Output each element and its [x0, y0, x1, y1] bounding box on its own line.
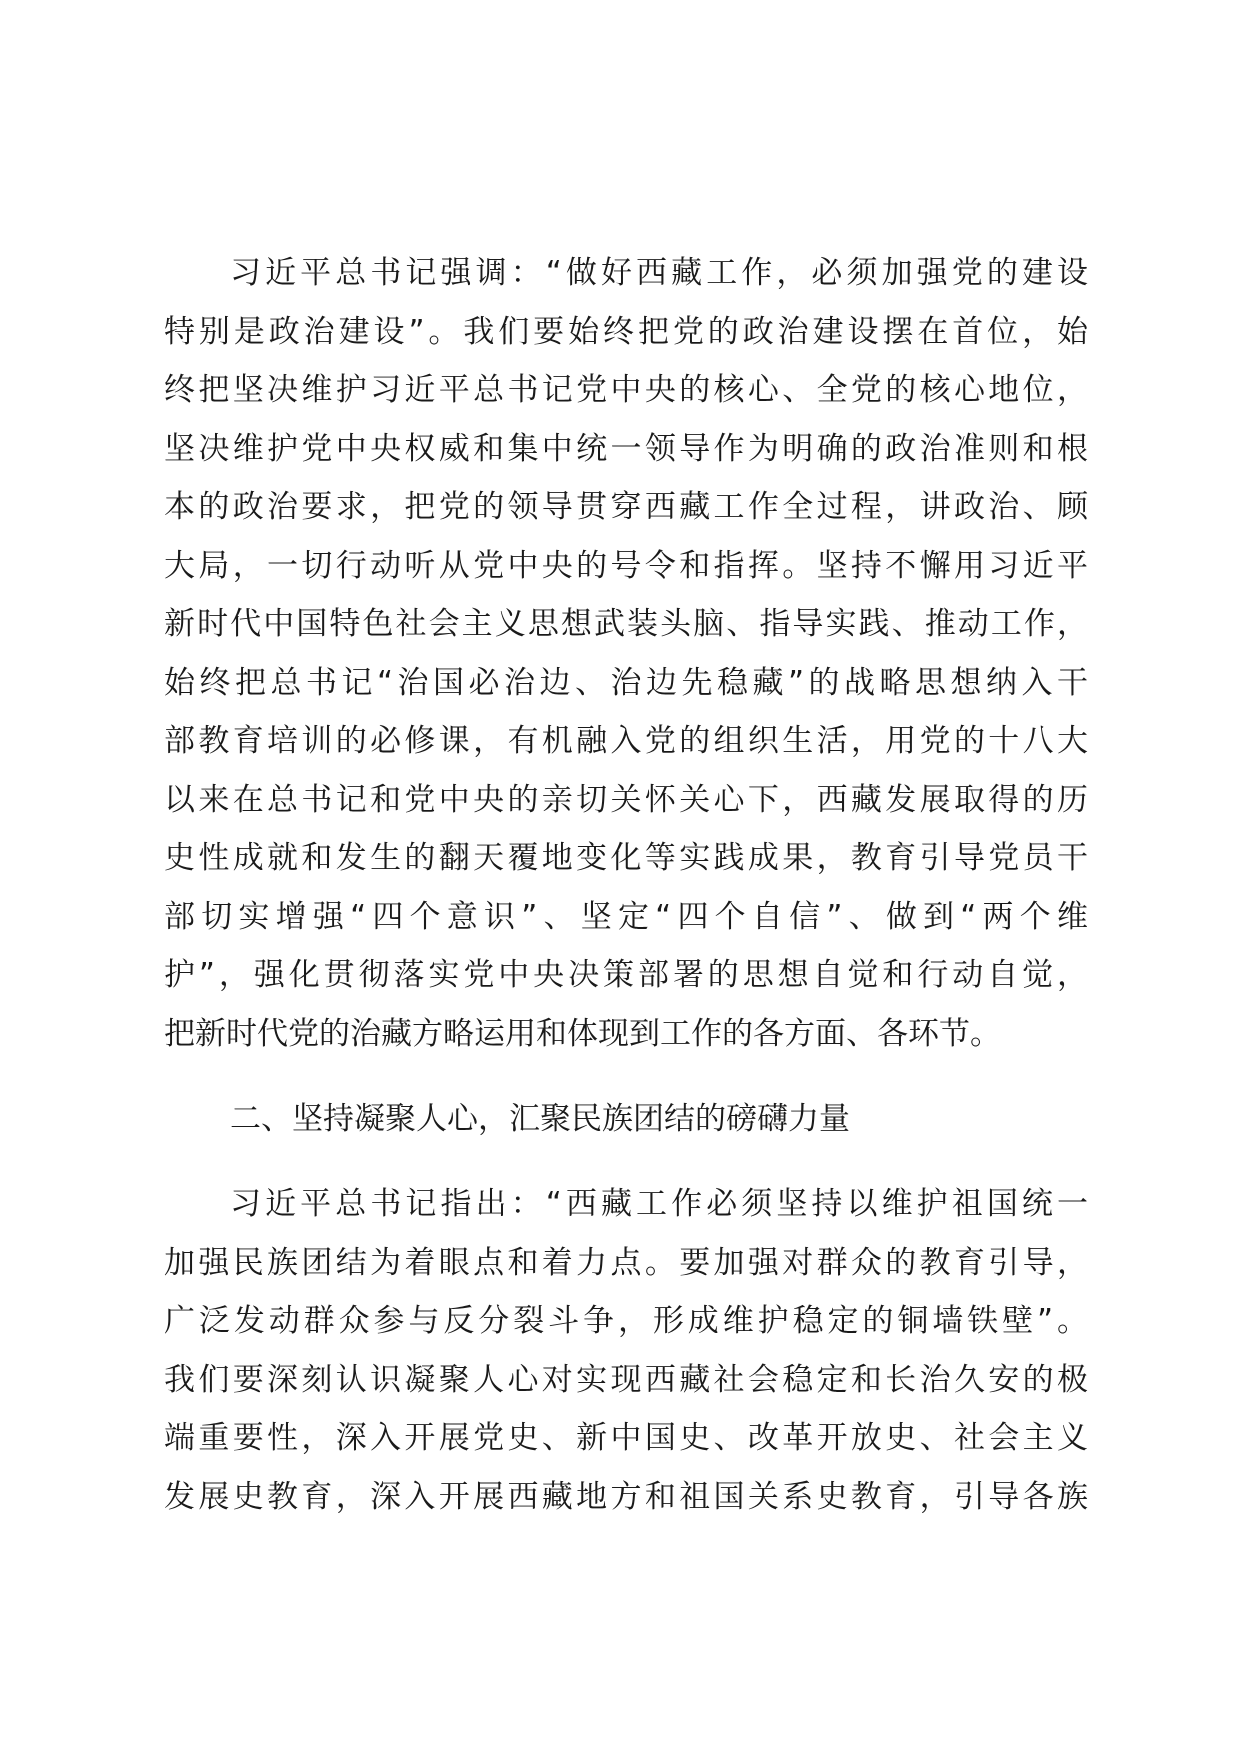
paragraph-line: 广泛发动群众参与反分裂斗争，形成维护稳定的铜墙铁壁”。 — [164, 1303, 1088, 1339]
paragraph-line: 新时代中国特色社会主义思想武装头脑、指导实践、推动工作， — [164, 606, 1088, 642]
paragraph-national-unity — [164, 1175, 1088, 1526]
paragraph-line: 护”，强化贯彻落实党中央决策部署的思想自觉和行动自觉， — [164, 957, 1088, 993]
paragraph-line: 部切实增强“四个意识”、坚定“四个自信”、做到“两个维 — [164, 898, 1088, 935]
paragraph-spacer — [164, 1063, 1088, 1083]
paragraph-line: 始终把总书记“治国必治边、治边先稳藏”的战略思想纳入干 — [164, 664, 1088, 701]
paragraph-line: 习近平总书记指出：“西藏工作必须坚持以维护祖国统一 — [230, 1186, 1088, 1222]
section-heading: 二、坚持凝聚人心，汇聚民族团结的磅礴力量 — [230, 1101, 850, 1137]
document-body — [164, 244, 1088, 1526]
paragraph-line: 发展史教育，深入开展西藏地方和祖国关系史教育，引导各族 — [164, 1478, 1088, 1515]
paragraph-line: 大局，一切行动听从党中央的号令和指挥。坚持不懈用习近平 — [164, 547, 1088, 584]
paragraph-line: 加强民族团结为着眼点和着力点。要加强对群众的教育引导， — [164, 1244, 1088, 1281]
paragraph-line: 端重要性，深入开展党史、新中国史、改革开放史、社会主义 — [164, 1420, 1088, 1456]
paragraph-line: 史性成就和发生的翻天覆地变化等实践成果，教育引导党员干 — [164, 840, 1088, 876]
paragraph-line: 把新时代党的治藏方略运用和体现到工作的各方面、各环节。 — [164, 1015, 1001, 1052]
paragraph-line: 以来在总书记和党中央的亲切关怀关心下，西藏发展取得的历 — [164, 781, 1088, 818]
paragraph-line: 习近平总书记强调：“做好西藏工作，必须加强党的建设 — [230, 255, 1088, 291]
paragraph-line: 坚决维护党中央权威和集中统一领导作为明确的政治准则和根 — [164, 430, 1088, 467]
paragraph-line: 本的政治要求，把党的领导贯穿西藏工作全过程，讲政治、顾 — [164, 489, 1088, 525]
paragraph-political-building — [164, 244, 1088, 1063]
paragraph-line: 终把坚决维护习近平总书记党中央的核心、全党的核心地位， — [164, 372, 1088, 408]
paragraph-line: 特别是政治建设”。我们要始终把党的政治建设摆在首位，始 — [164, 313, 1088, 350]
paragraph-line: 我们要深刻认识凝聚人心对实现西藏社会稳定和长治久安的极 — [164, 1361, 1088, 1398]
paragraph-spacer — [164, 1155, 1088, 1175]
paragraph-line: 部教育培训的必修课，有机融入党的组织生活，用党的十八大 — [164, 723, 1088, 759]
